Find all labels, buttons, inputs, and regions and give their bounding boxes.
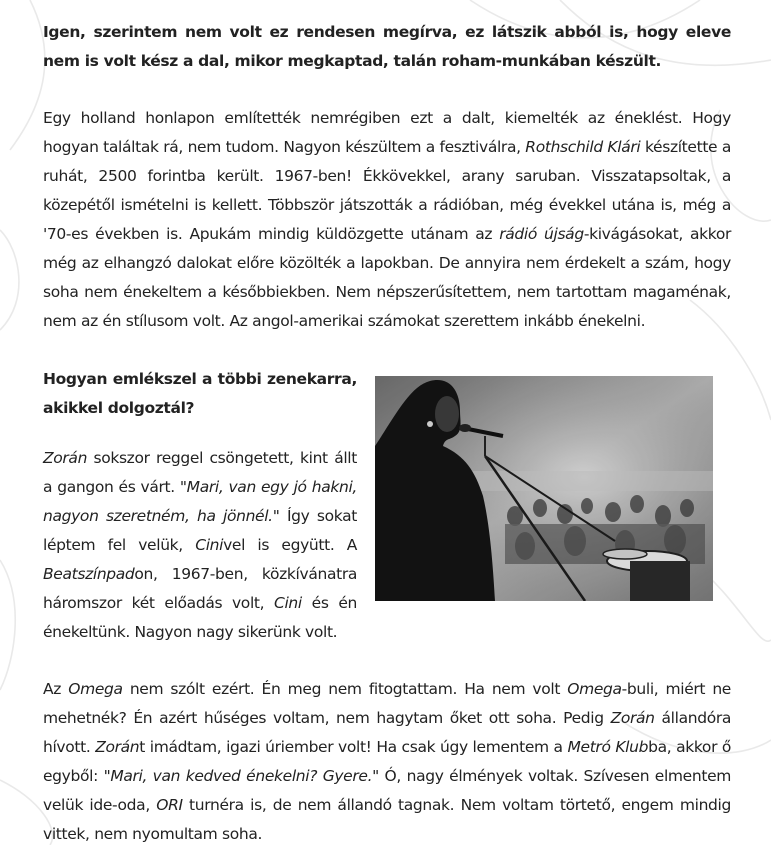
- paragraph-2: Zorán sokszor reggel csöngetett, kint állt a gangon és várt. "Mari, van egy jó hakni, nagyon szeretném, ha jönnél." Így sokat léptem fel velük, Cinivel is együtt. A Beatszínpadon, 1967-ben, közkívánatra háromszor két előadás volt, Cini és én énekeltünk. Nagyon nagy sikerünk volt.: [43, 449, 358, 641]
- singer-photo: [375, 376, 713, 601]
- singer-photo-image: [375, 376, 713, 601]
- article-body: [43, 18, 731, 849]
- paragraph-1: Egy holland honlapon említették nemrégiben ezt a dalt, kiemelték az éneklést. Hogy hogyan találtak rá, nem tudom. Nagyon készültem a fesztiválra, Rothschild Klári készítette a ruhát, 2500 forintba került. 1967-ben! Ékkövekkel, arany saruban. Visszatapsoltak, a közepétől ismételni is kellett. Többször játszották a rádióban, még évekkel utána is, még a '70-es években is. Apukám mindig küldözgette utánam az rádió újság-kivágásokat, akkor még az elhangzó dalokat előre közölték a lapokban. De annyira nem érdekelt a szám, hogy soha nem énekeltem a későbbiekben. Nem népszerűsítettem, nem tartottam magaménak, nem az én stílusom volt. Az angol-amerikai számokat szerettem inkább énekelni.: [43, 109, 731, 330]
- question-1: Igen, szerintem nem volt ez rendesen megírva, ez látszik abból is, hogy eleve nem is volt kész a dal, mikor megkaptad, talán roham-munkában készült.: [43, 23, 731, 70]
- interview-section-2: [43, 365, 731, 647]
- question-2: Hogyan emlékszel a többi zenekarra, akikkel dolgoztál?: [43, 370, 357, 417]
- paragraph-3: Az Omega nem szólt ezért. Én meg nem fitogtattam. Ha nem volt Omega-buli, miért ne mehetnék? Én azért hűséges voltam, nem hagytam őket ott soha. Pedig Zorán állandóra hívott. Zoránt imádtam, igazi úriember volt! Ha csak úgy lementem a Metró Klubba, akkor ő egyből: "Mari, van kedved énekelni? Gyere." Ó, nagy élmények voltak. Szívesen elmentem velük ide-oda, ORI turnéra is, de nem állandó tagnak. Nem voltam törtető, engem mindig vittek, nem nyomultam soha.: [43, 680, 731, 843]
